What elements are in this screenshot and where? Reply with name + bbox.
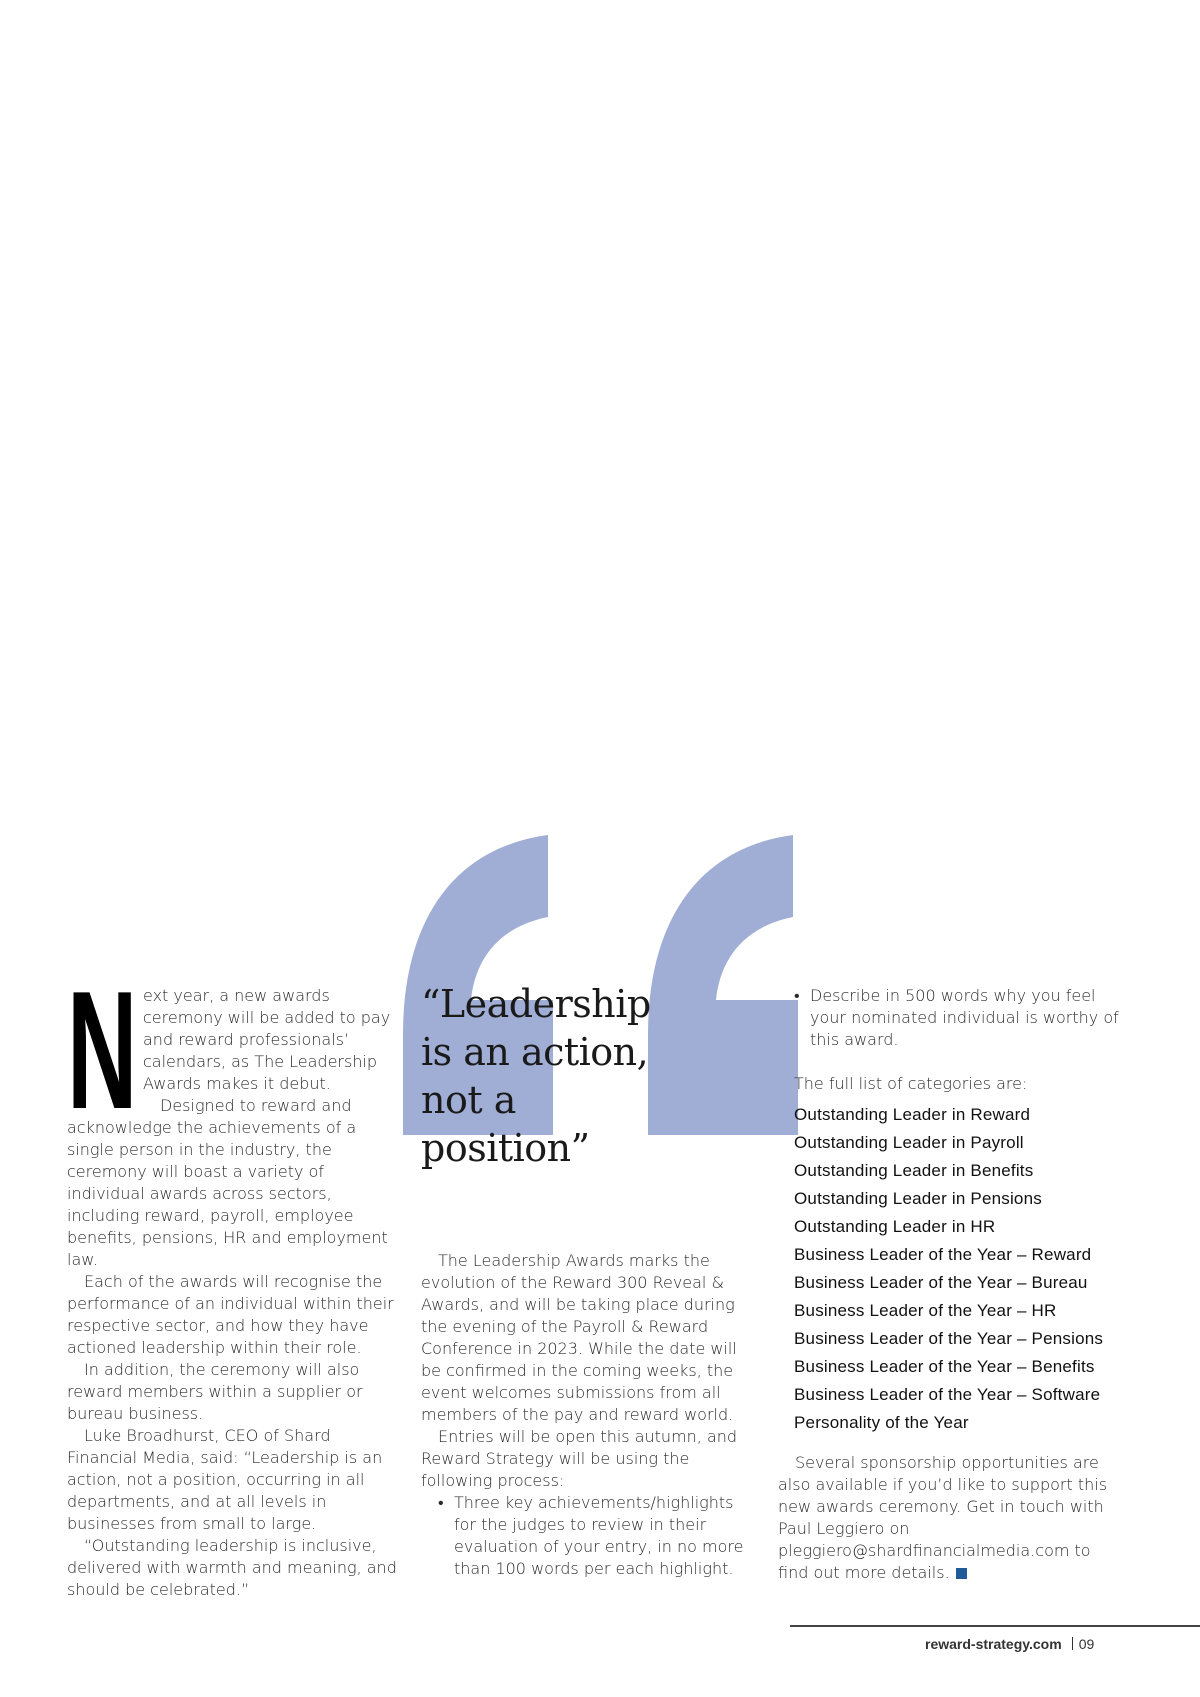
article-column-right (794, 985, 1124, 1437)
bullet-text: Three key achievements/highlights for the judges to review in their evaluation of your entry, in no more than 100 words per each highlight. (454, 1493, 744, 1578)
paragraph: Designed to reward and acknowledge the achievements of a single person in the industry, the ceremony will boast a variety of individual awards across sectors, including reward, payroll, employee benefits, pensions, HR and employment law. (67, 1096, 388, 1269)
pull-quote: “Leadership is an action, not a position” (421, 982, 651, 1170)
category-item: Business Leader of the Year – HR (794, 1301, 1057, 1320)
paragraph: In addition, the ceremony will also reward members within a supplier or bureau business. (67, 1360, 363, 1423)
paragraph: “Outstanding leadership is inclusive, delivered with warmth and meaning, and should be celebrated.” (67, 1536, 397, 1599)
page-footer (925, 1636, 1094, 1652)
category-item: Business Leader of the Year – Software (794, 1385, 1101, 1404)
bullet-text: Describe in 500 words why you feel your nominated individual is worthy of this award. (810, 986, 1119, 1049)
category-item: Outstanding Leader in Pensions (794, 1189, 1042, 1208)
categories-list (794, 1101, 1124, 1437)
footer-separator (1072, 1637, 1073, 1650)
sponsorship-text: Several sponsorship opportunities are also available if you’d like to support this new awards ceremony. Get in touch with Paul Leggiero on pleggiero@shardfinancialmedia.com to find out more details. (778, 1453, 1108, 1582)
bullet-glyph: • (794, 986, 800, 1005)
category-item: Personality of the Year (794, 1413, 969, 1432)
page-number: 09 (1078, 1636, 1095, 1652)
drop-cap: N (67, 956, 137, 1144)
paragraph: The Leadership Awards marks the evolution of the Reward 300 Reveal & Awards, and will be taking place during the evening of the Payroll & Reward Conference in 2023. While the date will be confirmed in the coming weeks, the event welcomes submissions from all members of the pay and reward world. (421, 1251, 737, 1424)
category-item: Business Leader of the Year – Pensions (794, 1329, 1104, 1348)
paragraph: Entries will be open this autumn, and Reward Strategy will be using the following process: (421, 1427, 738, 1490)
category-item: Outstanding Leader in Reward (794, 1105, 1031, 1124)
paragraph: Each of the awards will recognise the performance of an individual within their respective sector, and how they have actioned leadership within their role. (67, 1272, 394, 1357)
process-bullet (421, 1492, 756, 1580)
paragraph: Luke Broadhurst, CEO of Shard Financial Media, said: “Leadership is an action, not a position, occurring in all departments, and at all levels in businesses from small to large. (67, 1426, 383, 1533)
category-item: Business Leader of the Year – Reward (794, 1245, 1092, 1264)
article-column-left (67, 956, 402, 1601)
footer-rule (790, 1625, 1200, 1627)
category-item: Business Leader of the Year – Bureau (794, 1273, 1088, 1292)
categories-intro: The full list of categories are: (794, 1074, 1028, 1093)
sponsorship-paragraph (778, 1452, 1113, 1584)
end-of-article-square-icon (956, 1568, 967, 1579)
category-item: Outstanding Leader in Payroll (794, 1133, 1024, 1152)
category-item: Outstanding Leader in Benefits (794, 1161, 1034, 1180)
category-item: Outstanding Leader in HR (794, 1217, 996, 1236)
article-column-middle (421, 1250, 756, 1580)
bullet-glyph: • (438, 1493, 444, 1512)
category-item: Business Leader of the Year – Benefits (794, 1357, 1095, 1376)
process-bullet (794, 985, 1124, 1051)
footer-site-url: reward-strategy.com (925, 1636, 1062, 1652)
intro-paragraph: ext year, a new awards ceremony will be added to pay and reward professionals’ calendars, as The Leadership Awards makes it debut. (143, 986, 391, 1093)
